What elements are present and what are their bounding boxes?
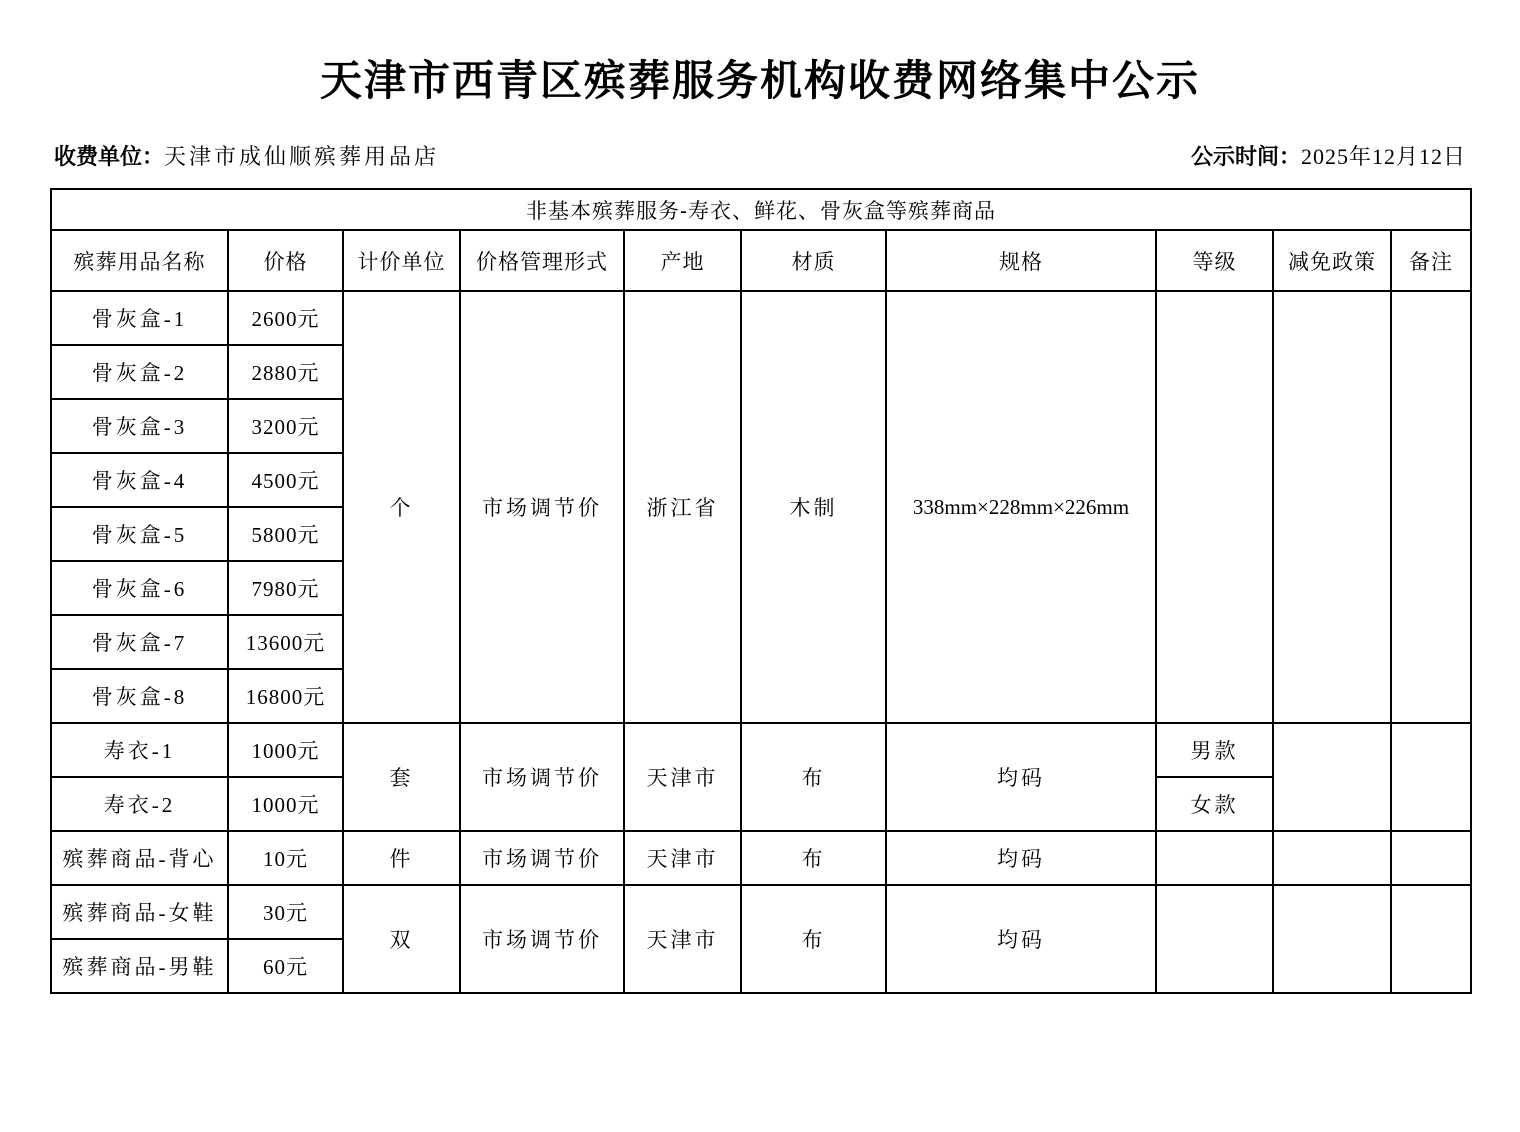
grade-cell: [1156, 291, 1273, 723]
col-price: 价格: [228, 230, 343, 291]
price-cell: 2880元: [228, 345, 343, 399]
table-row: [51, 291, 1471, 345]
material-cell: 布: [741, 831, 886, 885]
origin-cell: 天津市: [624, 885, 741, 993]
meta-row: [50, 140, 1470, 171]
charge-unit-value: 天津市成仙顺殡葬用品店: [164, 144, 440, 170]
unit-cell: 双: [343, 885, 460, 993]
price-cell: 60元: [228, 939, 343, 993]
column-header-row: [51, 230, 1471, 291]
origin-cell: 浙江省: [624, 291, 741, 723]
product-name-cell: 殡葬商品-男鞋: [51, 939, 228, 993]
col-note: 备注: [1391, 230, 1471, 291]
material-cell: 布: [741, 723, 886, 831]
discount-cell: [1273, 723, 1391, 831]
price-mode-cell: 市场调节价: [460, 291, 624, 723]
discount-cell: [1273, 831, 1391, 885]
unit-cell: 套: [343, 723, 460, 831]
spec-cell: 均码: [886, 831, 1156, 885]
grade-cell: [1156, 885, 1273, 993]
note-cell: [1391, 723, 1471, 831]
grade-cell: 女款: [1156, 777, 1273, 831]
col-origin: 产地: [624, 230, 741, 291]
price-cell: 2600元: [228, 291, 343, 345]
price-mode-cell: 市场调节价: [460, 885, 624, 993]
price-mode-cell: 市场调节价: [460, 723, 624, 831]
product-name-cell: 骨灰盒-7: [51, 615, 228, 669]
price-mode-cell: 市场调节价: [460, 831, 624, 885]
table-row: [51, 723, 1471, 777]
publish-time-value: 2025年12月12日: [1300, 144, 1466, 170]
material-cell: 木制: [741, 291, 886, 723]
note-cell: [1391, 885, 1471, 993]
material-cell: 布: [741, 885, 886, 993]
section-title-row: [51, 189, 1471, 230]
note-cell: [1391, 831, 1471, 885]
product-name-cell: 骨灰盒-4: [51, 453, 228, 507]
spec-cell: 均码: [886, 885, 1156, 993]
note-cell: [1391, 291, 1471, 723]
col-product-name: 殡葬用品名称: [51, 230, 228, 291]
col-material: 材质: [741, 230, 886, 291]
price-cell: 13600元: [228, 615, 343, 669]
col-unit: 计价单位: [343, 230, 460, 291]
col-price-mode: 价格管理形式: [460, 230, 624, 291]
discount-cell: [1273, 291, 1391, 723]
col-spec: 规格: [886, 230, 1156, 291]
origin-cell: 天津市: [624, 831, 741, 885]
fee-table: [50, 188, 1472, 994]
spec-cell: 338mm×228mm×226mm: [886, 291, 1156, 723]
price-cell: 5800元: [228, 507, 343, 561]
charge-unit: [54, 140, 439, 171]
publish-time: [1191, 140, 1466, 171]
document: [50, 58, 1470, 994]
table-row: [51, 885, 1471, 939]
product-name-cell: 寿衣-2: [51, 777, 228, 831]
price-cell: 30元: [228, 885, 343, 939]
price-cell: 1000元: [228, 723, 343, 777]
price-cell: 4500元: [228, 453, 343, 507]
col-grade: 等级: [1156, 230, 1273, 291]
publish-time-label: 公示时间：: [1190, 144, 1301, 170]
product-name-cell: 骨灰盒-1: [51, 291, 228, 345]
price-cell: 3200元: [228, 399, 343, 453]
origin-cell: 天津市: [624, 723, 741, 831]
discount-cell: [1273, 885, 1391, 993]
product-name-cell: 寿衣-1: [51, 723, 228, 777]
product-name-cell: 骨灰盒-3: [51, 399, 228, 453]
charge-unit-label: 收费单位：: [54, 144, 165, 170]
product-name-cell: 骨灰盒-5: [51, 507, 228, 561]
product-name-cell: 骨灰盒-8: [51, 669, 228, 723]
price-cell: 10元: [228, 831, 343, 885]
unit-cell: 件: [343, 831, 460, 885]
product-name-cell: 殡葬商品-女鞋: [51, 885, 228, 939]
product-name-cell: 殡葬商品-背心: [51, 831, 228, 885]
grade-cell: [1156, 831, 1273, 885]
table-row: [51, 831, 1471, 885]
col-discount: 减免政策: [1273, 230, 1391, 291]
section-title: 非基本殡葬服务-寿衣、鲜花、骨灰盒等殡葬商品: [51, 189, 1471, 230]
price-cell: 1000元: [228, 777, 343, 831]
unit-cell: 个: [343, 291, 460, 723]
spec-cell: 均码: [886, 723, 1156, 831]
grade-cell: 男款: [1156, 723, 1273, 777]
price-cell: 16800元: [228, 669, 343, 723]
price-cell: 7980元: [228, 561, 343, 615]
product-name-cell: 骨灰盒-2: [51, 345, 228, 399]
product-name-cell: 骨灰盒-6: [51, 561, 228, 615]
page-title: 天津市西青区殡葬服务机构收费网络集中公示: [319, 59, 1200, 105]
